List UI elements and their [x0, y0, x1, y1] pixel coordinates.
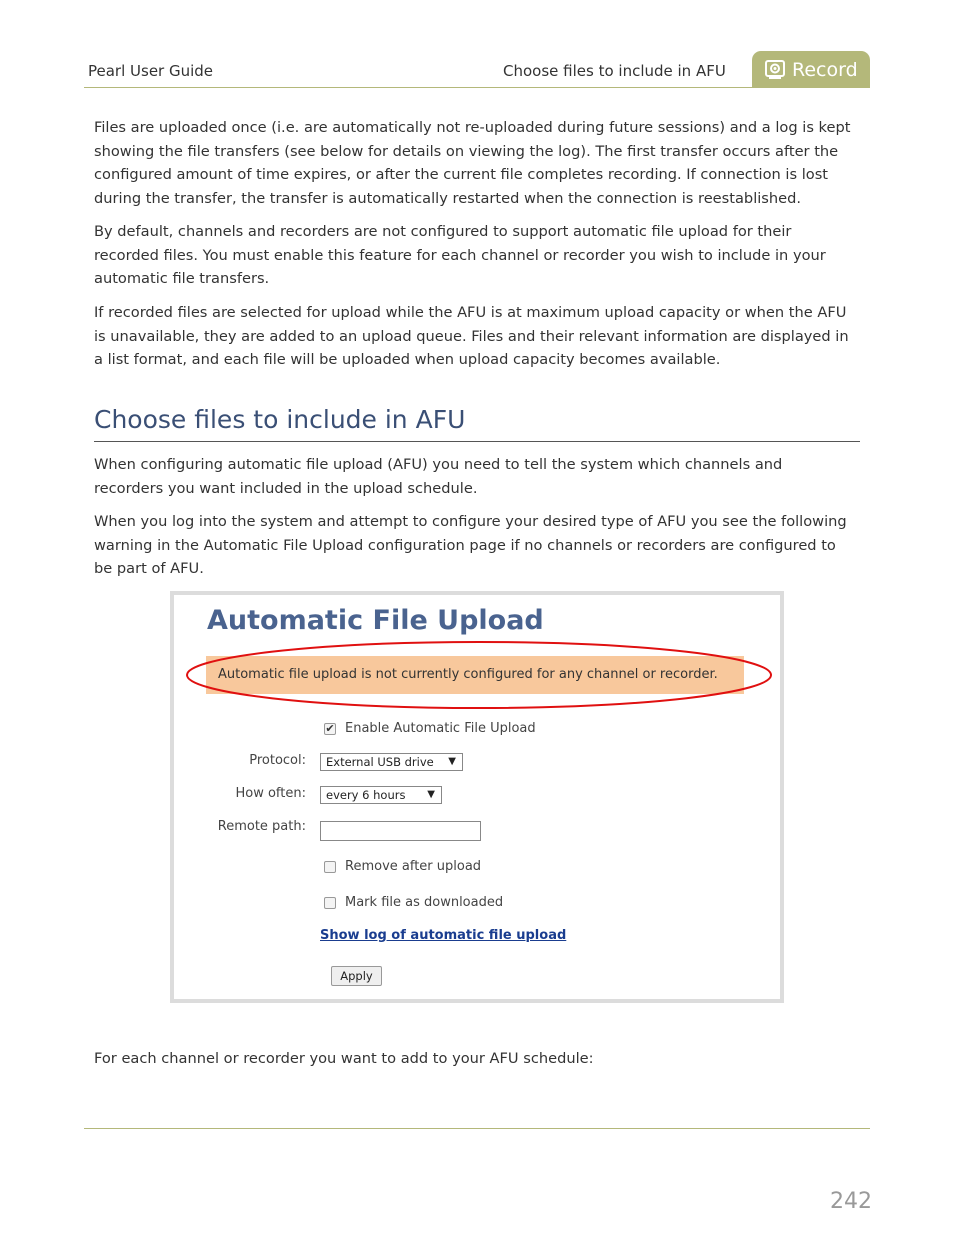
- how-often-value: every 6 hours: [326, 788, 406, 802]
- section-breadcrumb: Choose files to include in AFU: [503, 62, 726, 80]
- protocol-select[interactable]: [320, 753, 463, 771]
- intro-paragraph-1: Files are uploaded once (i.e. are automatically not re-uploaded during future sessions) and a log is kept showing the file transfers (see below for details on viewing the log). The first transfer occurs after the configured amount of time expires, or after the current file completes recording. If connection is lost during the transfer, the transfer is automatically restarted when the connection is reestablished.: [94, 119, 851, 207]
- dropdown-arrow-icon: ▼: [427, 789, 435, 800]
- page-number: 242: [830, 1189, 872, 1214]
- dropdown-arrow-icon: ▼: [448, 756, 456, 767]
- remove-after-upload-row[interactable]: [324, 859, 481, 874]
- remote-path-input[interactable]: [320, 821, 481, 841]
- section-paragraph-1: When configuring automatic file upload (AFU) you need to tell the system which channels and recorders you want included in the upload schedule.: [94, 456, 783, 497]
- enable-afu-label: Enable Automatic File Upload: [345, 721, 536, 736]
- afu-screenshot: [170, 591, 784, 1003]
- apply-button[interactable]: Apply: [331, 966, 382, 986]
- section-heading-rule: [94, 441, 860, 442]
- protocol-value: External USB drive: [326, 755, 434, 769]
- show-log-link[interactable]: Show log of automatic file upload: [320, 928, 567, 943]
- after-figure-paragraph: For each channel or recorder you want to add to your AFU schedule:: [94, 1050, 594, 1067]
- intro-paragraph-2: By default, channels and recorders are not configured to support automatic file upload for their recorded files. You must enable this feature for each channel or recorder you wish to include in your automatic file transfers.: [94, 223, 826, 287]
- mark-downloaded-label: Mark file as downloaded: [345, 895, 504, 910]
- section-heading: Choose files to include in AFU: [94, 405, 466, 434]
- afu-warning-banner: Automatic file upload is not currently configured for any channel or recorder.: [206, 656, 744, 694]
- afu-title: Automatic File Upload: [207, 605, 544, 636]
- record-tab: [752, 51, 870, 88]
- header-divider: [84, 87, 870, 88]
- highlight-ellipse: [182, 637, 776, 713]
- record-icon: [764, 59, 786, 81]
- mark-downloaded-checkbox[interactable]: [324, 897, 336, 909]
- record-tab-label: Record: [792, 58, 858, 81]
- section-paragraph-2: When you log into the system and attempt to configure your desired type of AFU you see the following warning in the Automatic File Upload configuration page if no channels or recorders are configured to be part of AFU.: [94, 513, 847, 577]
- intro-paragraph-3: If recorded files are selected for upload while the AFU is at maximum upload capacity or when the AFU is unavailable, they are added to an upload queue. Files and their relevant information are displayed in a list format, and each file will be uploaded when upload capacity becomes available.: [94, 304, 849, 368]
- protocol-label: Protocol:: [249, 753, 306, 768]
- enable-afu-checkbox[interactable]: ✔: [325, 721, 335, 735]
- how-often-select[interactable]: [320, 786, 442, 804]
- mark-downloaded-row[interactable]: [324, 895, 503, 910]
- how-often-label: How often:: [235, 786, 306, 801]
- remove-after-upload-checkbox[interactable]: [324, 861, 336, 873]
- footer-divider: [84, 1128, 870, 1129]
- remote-path-label: Remote path:: [217, 819, 306, 834]
- remove-after-upload-label: Remove after upload: [345, 859, 482, 874]
- guide-title: Pearl User Guide: [88, 62, 214, 80]
- enable-afu-row[interactable]: [324, 721, 536, 736]
